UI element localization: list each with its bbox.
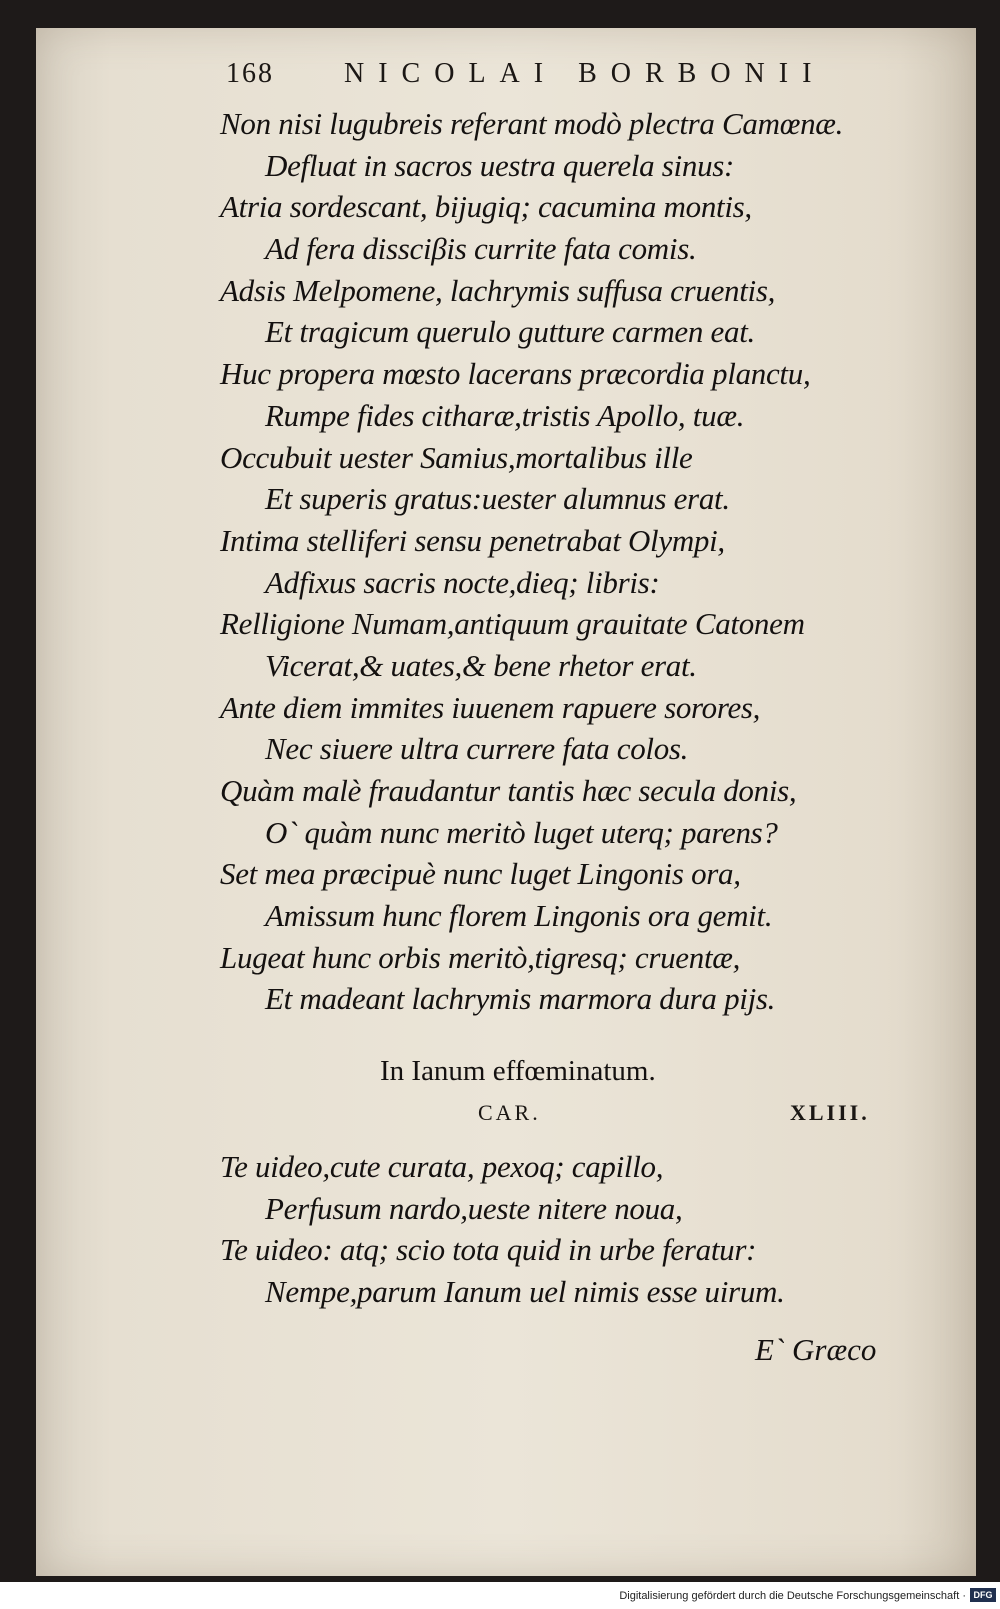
dfg-logo: DFG (970, 1588, 996, 1602)
poem-line: Relligione Numam,antiquum grauitate Catonem (220, 606, 805, 642)
poem-line: Nec siuere ultra currere fata colos. (265, 731, 689, 767)
page-header (226, 58, 916, 98)
footer-credit: Digitalisierung gefördert durch die Deutsche Forschungsgemeinschaft · (619, 1590, 966, 1602)
poem-line: Et superis gratus:uester alumnus erat. (265, 481, 730, 517)
footer-bar (0, 1582, 1000, 1609)
poem-body (220, 103, 940, 1020)
poem-line: Atria sordescant, bijugiq; cacumina montis, (220, 189, 752, 225)
poem-line: Non nisi lugubreis referant modò plectra Camœnæ. (220, 106, 844, 141)
poem-line: Et tragicum querulo gutture carmen eat. (265, 314, 755, 350)
poem-line: Quàm malè fraudantur tantis hæc secula donis, (220, 773, 797, 808)
running-head: NICOLAI BORBONII (344, 58, 826, 89)
poem-line: Vicerat,& uates,& bene rhetor erat. (265, 647, 697, 683)
poem-line: Adsis Melpomene, lachrymis suffusa cruentis, (220, 272, 776, 308)
poem-line: O` quàm nunc meritò luget uterq; parens? (265, 814, 778, 850)
epigram-body (220, 1146, 940, 1313)
epigram-title: In Ianum effœminatum. (380, 1055, 656, 1087)
poem-line: Adfixus sacris nocte,dieq; libris: (265, 564, 660, 600)
epigram-line: Te uideo: atq; scio tota quid in urbe feratur: (220, 1232, 757, 1268)
catchword: E` Græco (755, 1332, 877, 1367)
poem-line: Set mea præcipuè nunc luget Lingonis ora, (220, 856, 741, 892)
poem-line: Lugeat hunc orbis meritò,tigresq; cruentæ, (220, 939, 741, 975)
car-label: CAR. (478, 1100, 541, 1125)
poem-line: Ad fera dissciβis currite fata comis. (265, 231, 697, 267)
page-number: 168 (226, 58, 274, 89)
poem-line: Amissum hunc florem Lingonis ora gemit. (265, 898, 773, 934)
car-number: XLIII. (790, 1100, 870, 1125)
poem-line: Rumpe fides citharæ,tristis Apollo, tuæ. (265, 397, 745, 433)
poem-line: Ante diem immites iuuenem rapuere sorores, (220, 689, 761, 725)
poem-line: Occubuit uester Samius,mortalibus ille (220, 439, 693, 475)
poem-line: Intima stelliferi sensu penetrabat Olympi, (220, 522, 725, 558)
epigram-line: Perfusum nardo,ueste nitere noua, (265, 1190, 683, 1226)
poem-line: Huc propera mœsto lacerans præcordia planctu, (220, 356, 811, 392)
epigram-line: Te uideo,cute curata, pexoq; capillo, (220, 1149, 664, 1184)
poem-line: Et madeant lachrymis marmora dura pijs. (265, 981, 776, 1017)
poem-line: Defluat in sacros uestra querela sinus: (265, 147, 735, 183)
epigram-line: Nempe,parum Ianum uel nimis esse uirum. (265, 1274, 785, 1310)
